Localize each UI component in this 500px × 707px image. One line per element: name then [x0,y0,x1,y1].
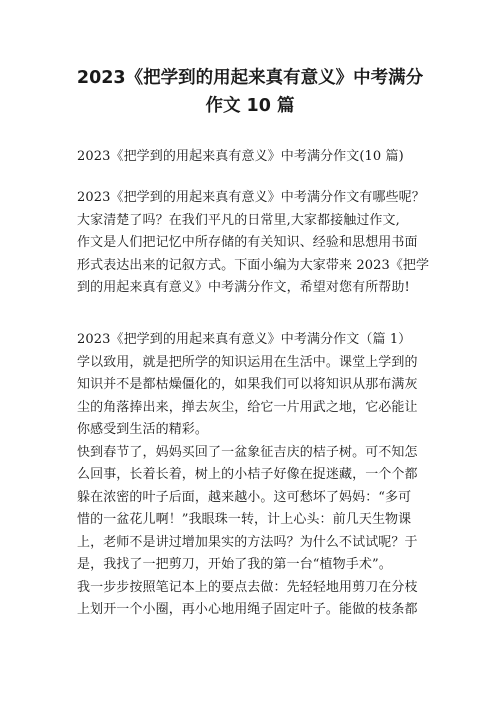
text-line: 惜的一盆花儿啊！”我眼珠一转，计上心头：前几天生物课 [77,512,412,527]
section-heading: 2023《把学到的用起来真有意义》中考满分作文（篇 1） [77,332,412,347]
title-line: 作文 10 篇 [205,96,295,116]
text-line: 2023《把学到的用起来真有意义》中考满分作文有哪些呢？ [77,190,425,205]
essay-paragraph [77,352,429,442]
text-line: 躲在浓密的叶子后面，越来越小。这可愁坏了妈妈：“多可 [77,489,412,505]
text-line: 形式表达出来的记叙方式。下面小编为大家带来 2023《把学 [77,257,430,273]
title-line: 2023《把学到的用起来真有意义》中考满分 [76,68,424,88]
intro-paragraph [77,187,429,300]
document-subtitle: 2023《把学到的用起来真有意义》中考满分作文(10 篇) [77,149,404,164]
text-line: 大家清楚了吗？在我们平凡的日常里,大家都接触过作文, [77,212,400,228]
text-line: 到的用起来真有意义》中考满分作文，希望对您有所帮助! [77,280,410,295]
essay-paragraph [77,442,429,577]
text-line: 么回事，长着长着，树上的小桔子好像在捉迷藏，一个个都 [77,467,418,482]
essay-section [77,329,429,622]
essay-paragraph [77,577,429,622]
text-line: 学以致用，就是把所学的知识运用在生活中。课堂上学到的 [77,354,418,370]
document-title [40,64,460,120]
text-line: 你感受到生活的精彩。 [77,422,209,437]
text-line: 作文是人们把记忆中所存储的有关知识、经验和思想用书面 [77,235,418,250]
text-line: 尘的角落捧出来，掸去灰尘，给它一片用武之地，它必能让 [77,399,418,415]
text-line: 上，老师不是讲过增加果实的方法吗？为什么不试试呢？于 [77,534,418,550]
text-line: 我一步步按照笔记本上的要点去做：先轻轻地用剪刀在分枝 [77,579,418,595]
text-line: 上划开一个小圈，再小心地用绳子固定叶子。能做的枝条都 [77,602,418,617]
text-line: 知识并不是都枯燥僵化的，如果我们可以将知识从那布满灰 [77,377,418,392]
text-line: 是，我找了一把剪刀，开始了我的第一台“植物手术”。 [77,557,392,572]
text-line: 快到春节了，妈妈买回了一盆象征吉庆的桔子树。可不知怎 [77,444,418,460]
